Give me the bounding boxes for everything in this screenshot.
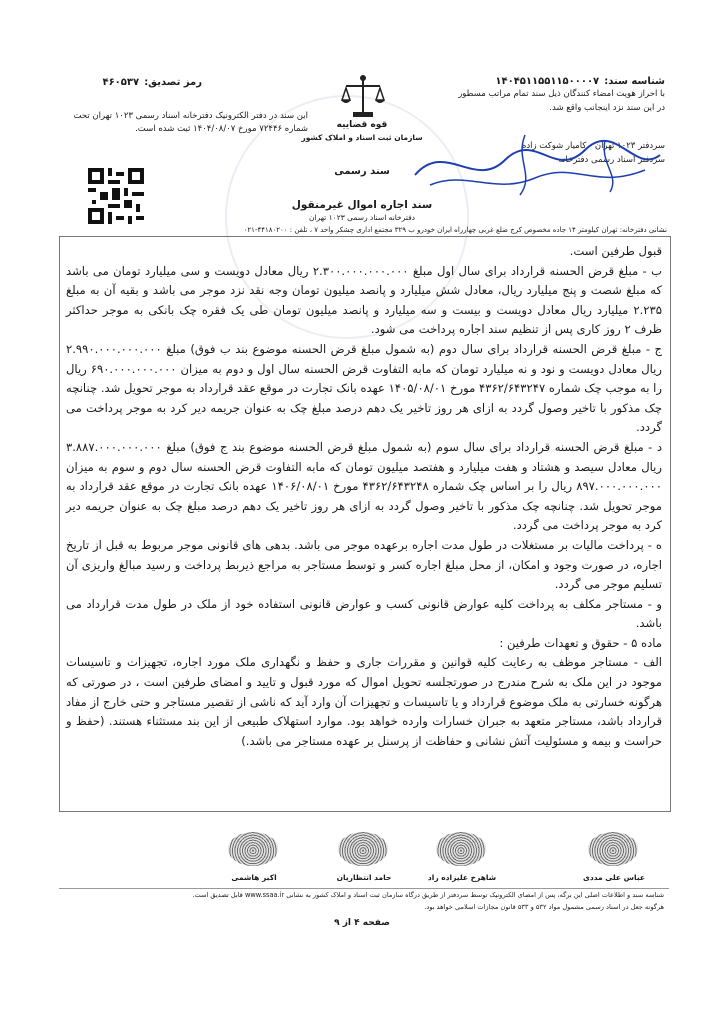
paragraph: د - مبلغ قرض الحسنه قرارداد برای سال سوم (به شمول مبلغ قرض الحسنه موضوع بند ج فوق) مبلغ ۳.۸۸۷.۰۰۰.۰۰۰.۰۰۰ ریال معادل سیصد و هشتاد و هفت میلیارد و هفتصد میلیون تومان که مابه التفاوت قرض الحسنه سال دوم و سوم به میزان ۸۹۷.۰۰۰.۰۰۰.۰۰۰ ریال را بر اساس چک شماره ۴۳۶۲/۶۴۳۲۴۸ مورخ ۱۴۰۶/۰۸/۰۱ عهده بانک تجارت در موقع عقد قرارداد به موجر تحویل شد. چنانچه چک مذکور با تاخیر وصول گردد به ازای هر روز تاخیر یک دهم درصد مبلغ چک به عنوان جریمه دیر کرد به موجر پرداخت می گردد. <box>66 439 663 533</box>
verify-code-label: رمز تصدیق: <box>144 77 202 88</box>
org-name: قوه قضاییه <box>336 120 388 130</box>
footer-note-1: شناسه سند و اطلاعات اصلی این برگه، پس از امضای الکترونیک توسط سردفتر از طریق درگاه سازمان ثبت اسناد و املاک کشور به نشانی www.ssaa.ir قابل تصدیق است. <box>192 891 664 899</box>
paragraph: ماده ۵ - حقوق و تعهدات طرفین : <box>499 635 662 650</box>
judiciary-emblem <box>338 72 388 122</box>
signatory-name: عباس علی مددی <box>582 873 646 882</box>
paragraph: قبول طرفین است. <box>569 244 662 258</box>
signatory-cell <box>416 830 508 882</box>
paragraph: ه - پرداخت مالیات بر مستغلات در طول مدت اجاره برعهده موجر می باشد. بدهی های قانونی موجر مربوط به قبل از تاریخ اجاره، در صورت وجود و امکان، از محل مبلغ اجاره کسر و توسط مستاجر به مراجع ذیربط پرداخت و رسید مبالغ واریزی آن تسلیم موجر می گردد. <box>66 537 662 592</box>
paragraph: ج - مبلغ قرض الحسنه قرارداد برای سال دوم (به شمول مبلغ قرض الحسنه موضوع بند ب فوق) مبلغ ۲.۹۹۰.۰۰۰.۰۰۰.۰۰۰ ریال معادل دویست و نود و نه میلیارد تومان که مابه التفاوت قرض الحسنه سال اول و دوم به میزان ۶۹۰.۰۰۰.۰۰۰.۰۰۰ ریال را به موجب چک شماره ۴۳۶۲/۶۴۳۲۴۷ مورخ ۱۴۰۵/۰۸/۰۱ عهده بانک تجارت در موقع عقد قرارداد به موجر تحویل شد. چنانچه چک مذکور با تاخیر وصول گردد به ازای هر روز تاخیر یک دهم درصد مبلغ چک به عنوان جریمه دیر کرد به موجر پرداخت می گردد. <box>66 341 663 435</box>
org-subname: سازمان ثبت اسناد و املاک کشور <box>301 133 423 142</box>
fingerprint-image <box>436 832 486 866</box>
signatory-name: اکبر هاشمی <box>231 873 277 882</box>
signatory-cell <box>318 830 410 882</box>
doc-id-line <box>445 69 665 88</box>
electronic-note-1: این سند در دفتر الکترونیک دفترخانه اسناد رسمی ۱۰۲۳ تهران تحت <box>73 111 308 121</box>
signatory-name: شاهرخ علیزاده راد <box>427 873 497 882</box>
official-doc-label: سند رسمی <box>334 166 390 177</box>
registry-line-2: سردفتر اسناد رسمی دفترخانه <box>558 155 665 165</box>
office-address: نشانی دفترخانه: تهران کیلومتر ۱۴ جاده مخصوص کرج ضلع غربی چهارراه ایران خودرو ب ۳۲۹ مجتمع اداری چشکر واحد ۷ ، تلفن : ۴۴۱۸۰۲۰۰-۰۲۱ <box>243 226 667 234</box>
body-text <box>66 242 662 751</box>
qr-code <box>88 168 144 224</box>
fingerprint-image <box>228 832 278 866</box>
verify-code-line <box>72 70 202 89</box>
office-name: دفترخانه اسناد رسمی ۱۰۲۳ تهران <box>308 213 416 222</box>
doc-id-value: ۱۴۰۴۵۱۱۵۵۱۱۵۰۰۰۰۷ <box>495 76 600 87</box>
footer-note-2: هرگونه جعل در اسناد رسمی مشمول مواد ۵۳۲ و ۵۳۳ قانون مجازات اسلامی خواهد بود. <box>424 903 664 911</box>
signatory-cell <box>568 830 660 882</box>
auth-line-1: با احراز هویت امضاء کنندگان ذیل سند تمام مراتب مسطور <box>458 89 665 99</box>
doc-title: سند اجاره اموال غیرمنقول <box>291 199 433 211</box>
page-number: صفحه ۴ از ۹ <box>334 918 390 928</box>
registry-line-1: سردفتر ۱۰۲۳ تهران - کامیار شوکت زاده <box>521 141 665 151</box>
paragraph: الف - مستاجر موظف به رعایت کلیه قوانین و مقررات جاری و حفظ و نگهداری ملک مورد اجاره، تجهیزات و تاسیسات موجود در این ملک به شرح مندرج در صورتجلسه تحویل اموال که مورد قبول و تایید و امضای طرفین است ، در صورتی که هرگونه خسارتی به ملک موضوع قرارداد و یا تاسیسات و تجهیزات آن وارد آید که ناشی از تقصیر مستاجر و حتی خارج از مفاد قرارداد باشد، مستاجر متعهد به جبران خسارات وارده خواهد بود. موارد استهلاک طبیعی از این بند مستثناء هستند. (حفظ و حراست و بیمه و مسئولیت آتش نشانی و حفاظت از پرسنل بر عهده مستاجر می باشد.) <box>66 655 662 748</box>
fingerprint-image <box>588 832 638 866</box>
signatory-name: حامد انتظاریان <box>336 873 392 882</box>
auth-line-2: در این سند نزد اینجانب واقع شد. <box>549 103 665 113</box>
doc-id-label: شناسه سند: <box>604 76 665 87</box>
verify-code-value: ۴۶۰۵۳۷ <box>102 77 140 88</box>
signatory-cell <box>208 830 300 882</box>
fingerprint-image <box>338 832 388 866</box>
footer-divider <box>59 888 669 889</box>
electronic-note-2: شماره ۷۲۴۴۶ مورخ ۱۴۰۴/۰۸/۰۷ ثبت شده است. <box>135 124 308 134</box>
notary-signature <box>405 120 670 205</box>
paragraph: و - مستاجر مکلف به پرداخت کلیه عوارض قانونی کسب و عوارض قانونی استفاده خود از ملک در طول مدت قرارداد می باشد. <box>66 596 662 631</box>
paragraph: ب - مبلغ قرض الحسنه قرارداد برای سال اول مبلغ ۲.۳۰۰.۰۰۰.۰۰۰.۰۰۰ ریال معادل دویست و سی میلیارد تومان می باشد که مبلغ شصت و پنج میلیارد ریال، معادل شش میلیارد و پانصد میلیون تومان وجه نقد نزد موجر می باشد و بقیه آن به مبلغ ۲.۲۳۵ میلیارد ریال معادل دویست و بیست و سه میلیارد و پانصد میلیون تومان طی یک فقره چک بانکی به موجر حداکثر ظرف ۲ روز کاری پس از تنظیم سند اجاره پرداخت می شود. <box>66 263 662 337</box>
